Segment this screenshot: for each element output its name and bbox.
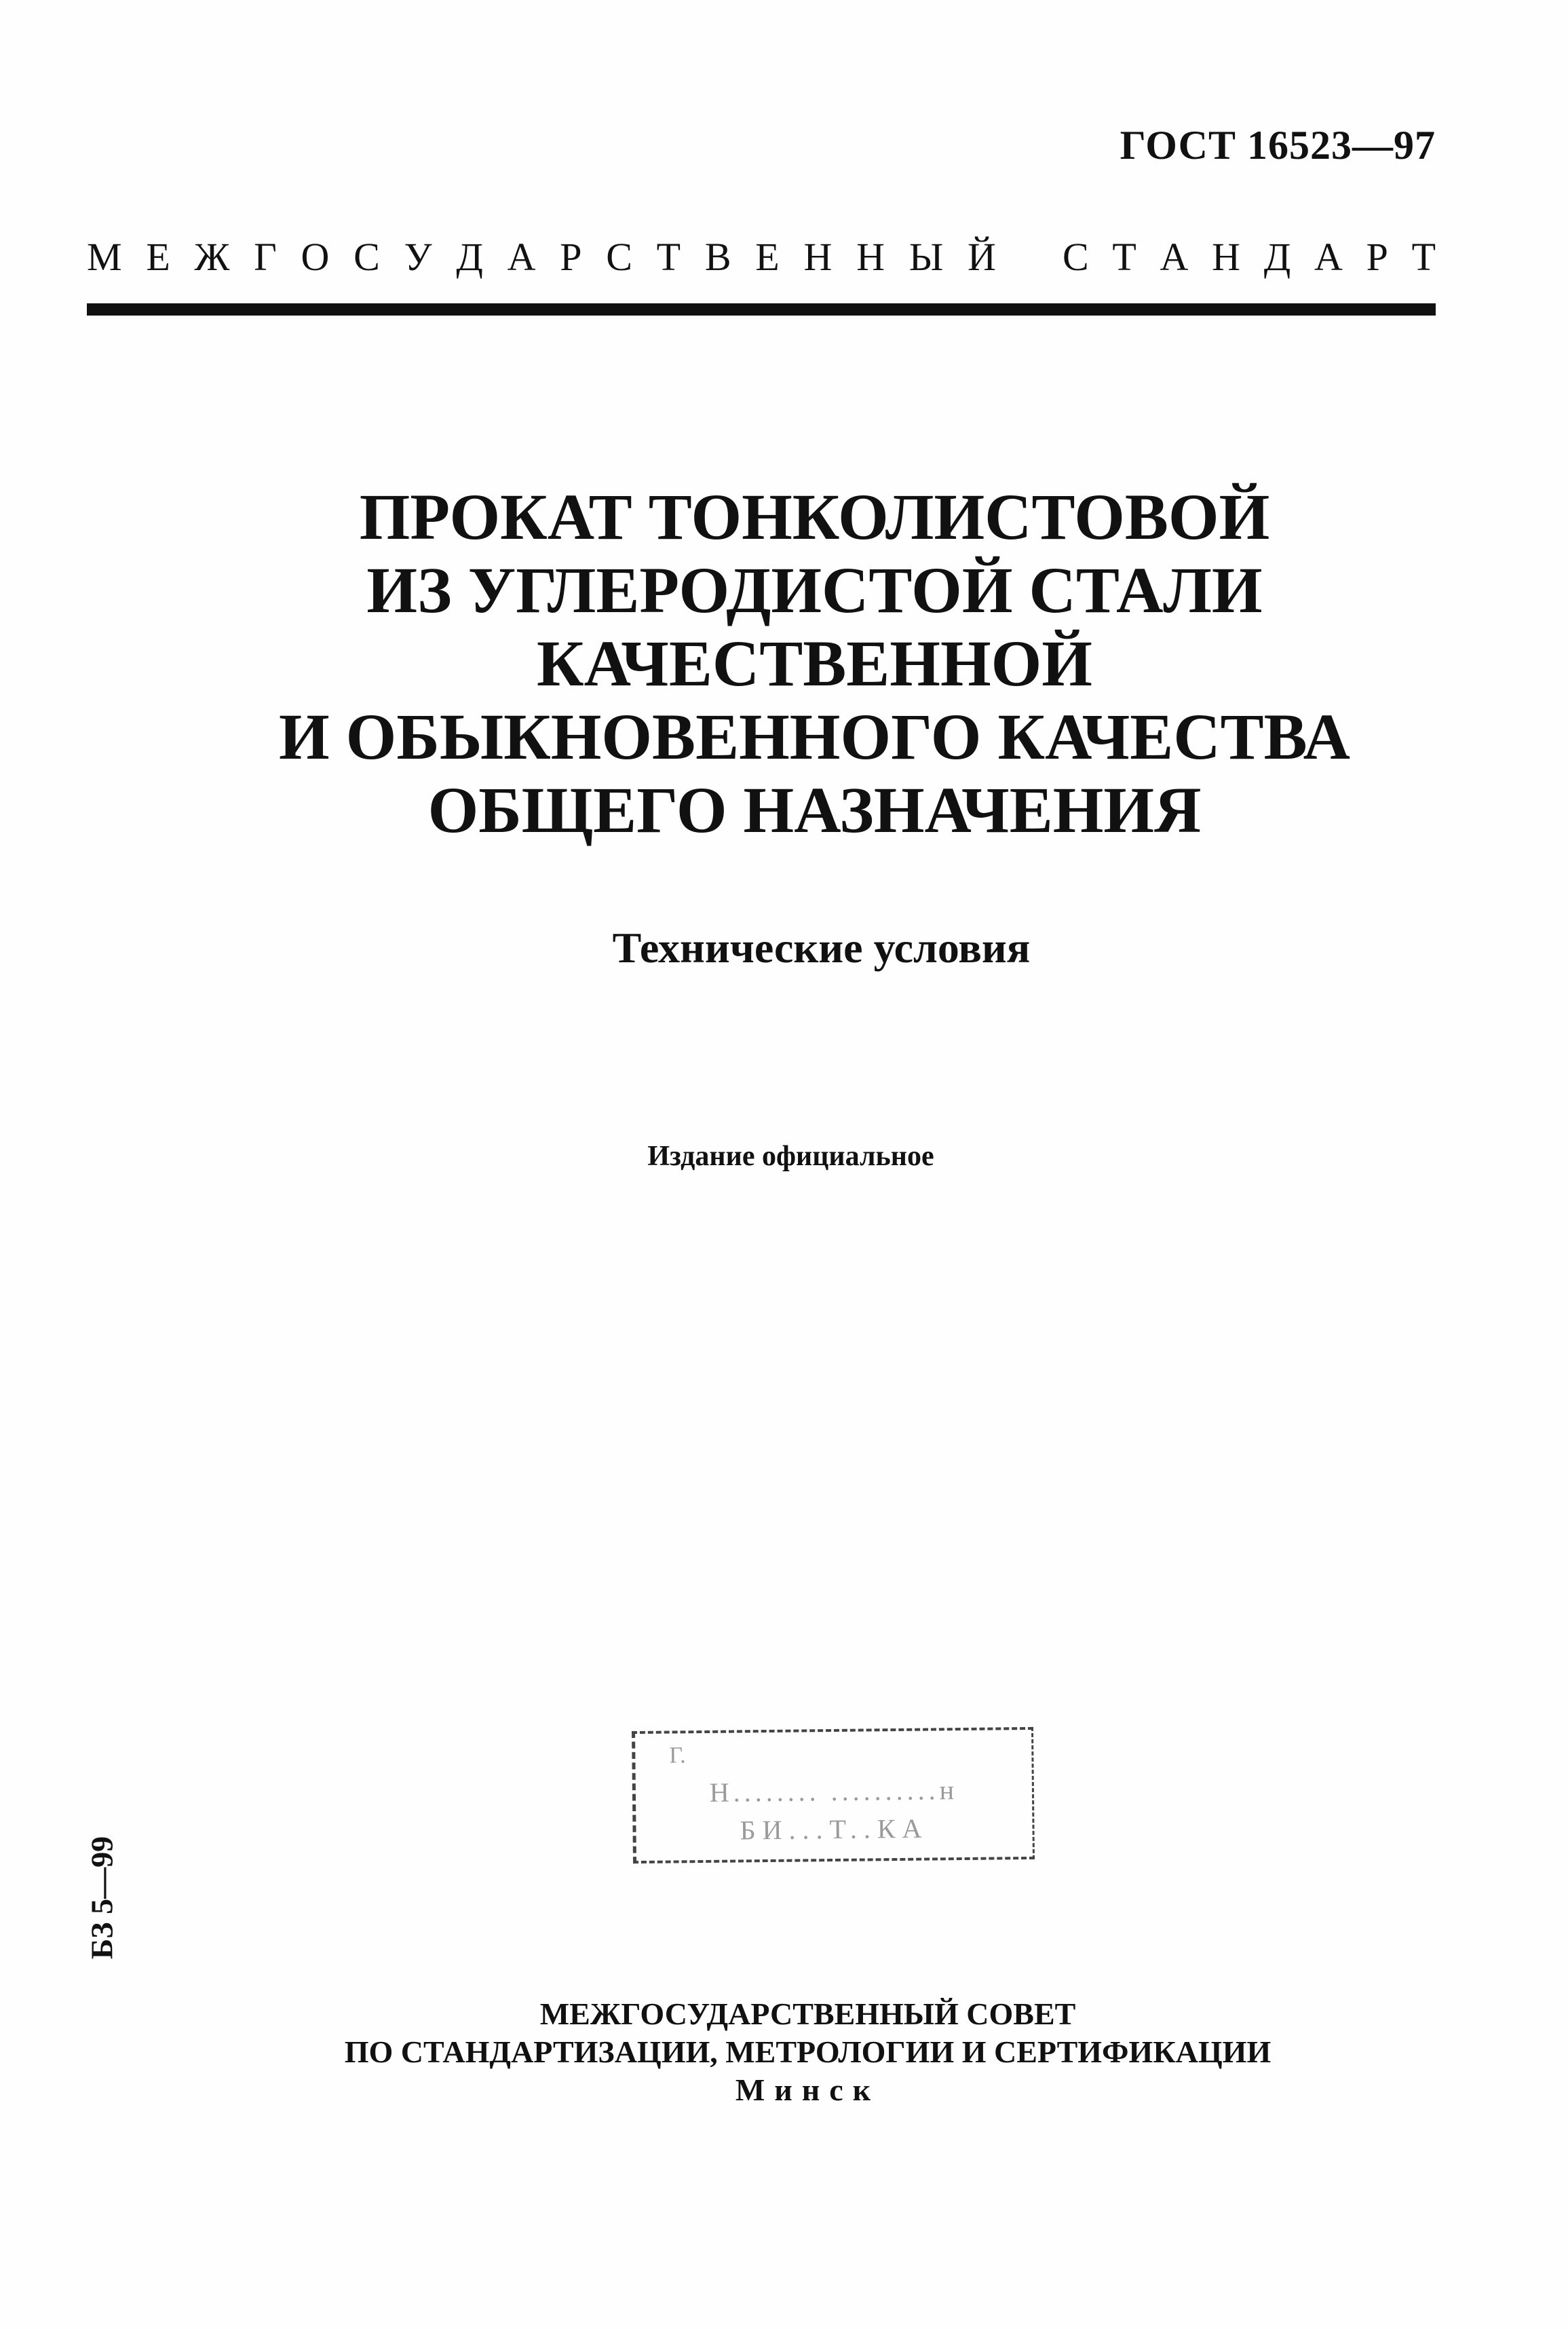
stamp-line: Г. <box>669 1743 686 1768</box>
library-stamp <box>632 1727 1035 1863</box>
letter: Р <box>560 234 582 279</box>
letter: С <box>606 234 632 279</box>
publisher-city: Минск <box>735 2072 881 2107</box>
letter: Р <box>1366 234 1388 279</box>
letter: М <box>87 234 122 279</box>
header-divider <box>87 303 1436 316</box>
letter: Н <box>856 234 885 279</box>
letter: С <box>1063 234 1089 279</box>
letter: Й <box>968 234 996 279</box>
standard-type-word-interstate <box>87 234 996 280</box>
letter: Н <box>803 234 833 279</box>
letter: Ы <box>909 234 944 279</box>
standard-type-word-standard <box>1063 234 1436 280</box>
letter: С <box>353 234 380 279</box>
letter: Е <box>146 234 170 279</box>
stamp-line: Н........ ..........н <box>709 1775 959 1808</box>
letter: Т <box>1411 234 1436 279</box>
letter: В <box>704 234 731 279</box>
standard-number: ГОСТ 16523—97 <box>1120 123 1436 168</box>
title-line: ПРОКАТ ТОНКОЛИСТОВОЙ <box>359 480 1270 553</box>
letter: А <box>1160 234 1189 279</box>
letter: Д <box>1263 234 1291 279</box>
letter: У <box>404 234 432 279</box>
letter: О <box>301 234 330 279</box>
letter: Т <box>1112 234 1136 279</box>
publisher-block <box>0 1995 1568 2109</box>
title-line: И ОБЫКНОВЕННОГО КАЧЕСТВА <box>279 700 1350 773</box>
letter: А <box>1314 234 1343 279</box>
letter: Ж <box>194 234 230 279</box>
title-line: КАЧЕСТВЕННОЙ <box>537 627 1092 700</box>
document-title <box>0 480 1568 847</box>
edition-note: Издание официальное <box>647 1141 934 1172</box>
title-line: ИЗ УГЛЕРОДИСТОЙ СТАЛИ <box>366 554 1263 626</box>
publisher-line: МЕЖГОСУДАРСТВЕННЫЙ СОВЕТ <box>539 1996 1076 2031</box>
side-print-code: БЗ 5—99 <box>84 1836 119 1960</box>
publisher-line: ПО СТАНДАРТИЗАЦИИ, МЕТРОЛОГИИ И СЕРТИФИКАЦИИ <box>344 2034 1271 2069</box>
letter: Д <box>456 234 483 279</box>
letter: Н <box>1212 234 1241 279</box>
letter: Т <box>656 234 681 279</box>
document-subtitle: Технические условия <box>612 924 1031 972</box>
letter: А <box>507 234 536 279</box>
letter: Е <box>755 234 780 279</box>
stamp-line: БИ...Т..КА <box>740 1813 929 1846</box>
standard-type-heading <box>87 229 1436 284</box>
letter: Г <box>254 234 277 279</box>
title-line: ОБЩЕГО НАЗНАЧЕНИЯ <box>427 774 1202 846</box>
